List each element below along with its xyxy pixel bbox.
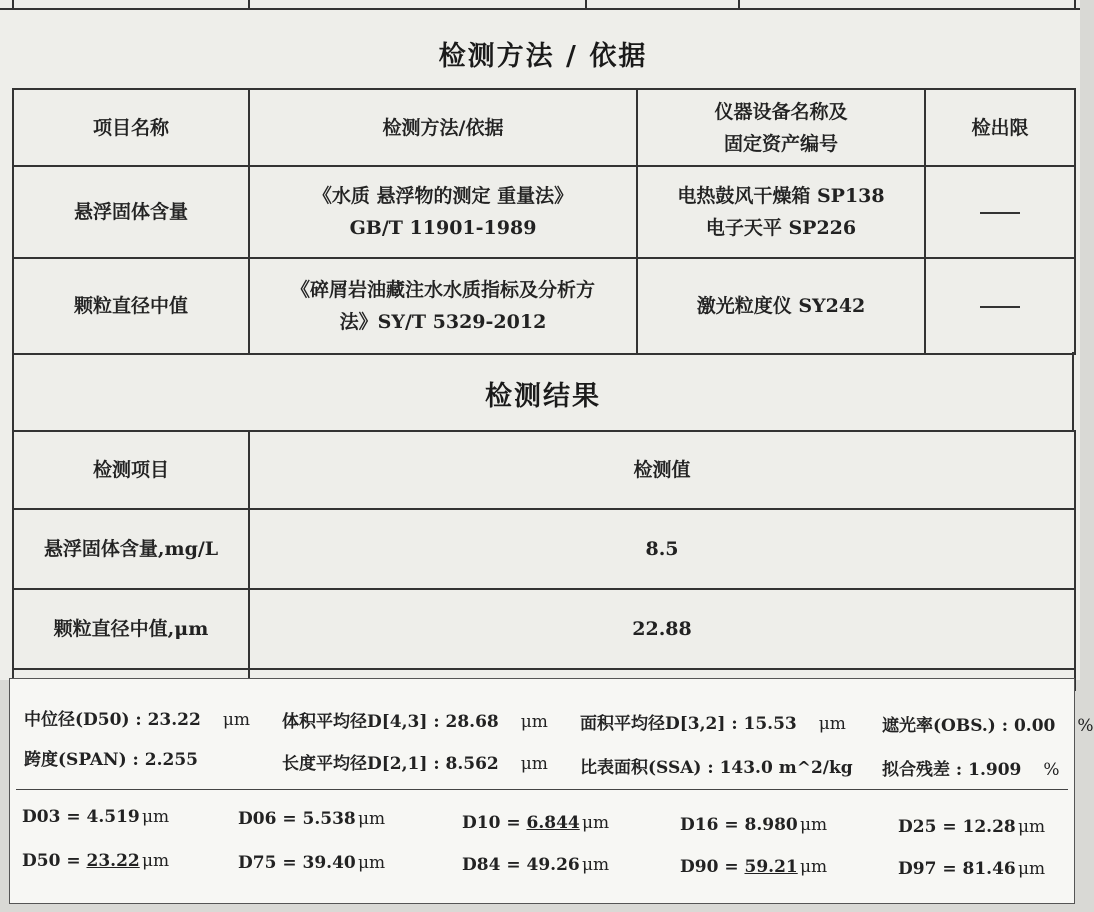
result-row-value: 22.88 [249, 589, 1075, 669]
result-row-item: 颗粒直径中值,μm [13, 589, 249, 669]
method-row [13, 258, 1075, 354]
method-row-item: 颗粒直径中值 [13, 258, 249, 354]
d06-value: D06 = 5.538 μm [238, 809, 386, 829]
stat-volume-mean-diameter: 体积平均径D[4,3] : 28.68 μm [282, 712, 548, 732]
no-limit-dash [980, 212, 1020, 214]
stat-specific-surface-area: 比表面积(SSA) : 143.0 m^2/kg [580, 758, 853, 778]
d16-value: D16 = 8.980 μm [680, 815, 828, 835]
report-divider [16, 789, 1068, 790]
method-row-equipment: 激光粒度仪 SY242 [637, 258, 925, 354]
d90-value: D90 = 59.21 μm [680, 857, 828, 877]
particle-size-report [9, 678, 1094, 904]
header-test-value: 检测值 [249, 431, 1075, 509]
d50-value: D50 = 23.22 μm [22, 851, 170, 871]
method-row-item: 悬浮固体含量 [13, 166, 249, 258]
header-test-item: 检测项目 [13, 431, 249, 509]
d03-value: D03 = 4.519 μm [22, 807, 170, 827]
method-header-row [13, 89, 1075, 166]
no-limit-dash [980, 306, 1020, 308]
stat-fit-residual: 拟合残差 : 1.909 % [882, 760, 1060, 780]
stat-length-mean-diameter: 长度平均径D[2,1] : 8.562 μm [282, 754, 548, 774]
method-row-method: 《碎屑岩油藏注水水质指标及分析方 法》SY/T 5329-2012 [249, 258, 637, 354]
method-row-limit [925, 258, 1075, 354]
result-section-title: 检测结果 [485, 381, 601, 412]
result-header-row [13, 431, 1075, 509]
d25-value: D25 = 12.28 μm [898, 817, 1046, 837]
method-section-title: 检测方法 / 依据 [438, 41, 648, 72]
result-row [13, 589, 1075, 669]
method-table [12, 88, 1076, 355]
result-row [13, 509, 1075, 589]
d97-value: D97 = 81.46 μm [898, 859, 1046, 879]
d84-value: D84 = 49.26 μm [462, 855, 610, 875]
header-detection-limit: 检出限 [925, 89, 1075, 166]
method-row-equipment: 电热鼓风干燥箱 SP138 电子天平 SP226 [637, 166, 925, 258]
stat-span: 跨度(SPAN) : 2.255 [24, 750, 198, 770]
result-row-item: 悬浮固体含量,mg/L [13, 509, 249, 589]
method-row-method: 《水质 悬浮物的测定 重量法》 GB/T 11901-1989 [249, 166, 637, 258]
result-table [12, 430, 1076, 691]
result-row-value: 8.5 [249, 509, 1075, 589]
previous-table-edge [0, 0, 1080, 10]
d75-value: D75 = 39.40 μm [238, 853, 386, 873]
method-row-limit [925, 166, 1075, 258]
stat-obscuration: 遮光率(OBS.) : 0.00 % [882, 716, 1094, 736]
header-method: 检测方法/依据 [249, 89, 637, 166]
header-item-name: 项目名称 [13, 89, 249, 166]
d10-value: D10 = 6.844 μm [462, 813, 610, 833]
method-row [13, 166, 1075, 258]
stat-area-mean-diameter: 面积平均径D[3,2] : 15.53 μm [580, 714, 846, 734]
stat-median-diameter: 中位径(D50) : 23.22 μm [24, 710, 251, 730]
header-equipment: 仪器设备名称及 固定资产编号 [637, 89, 925, 166]
